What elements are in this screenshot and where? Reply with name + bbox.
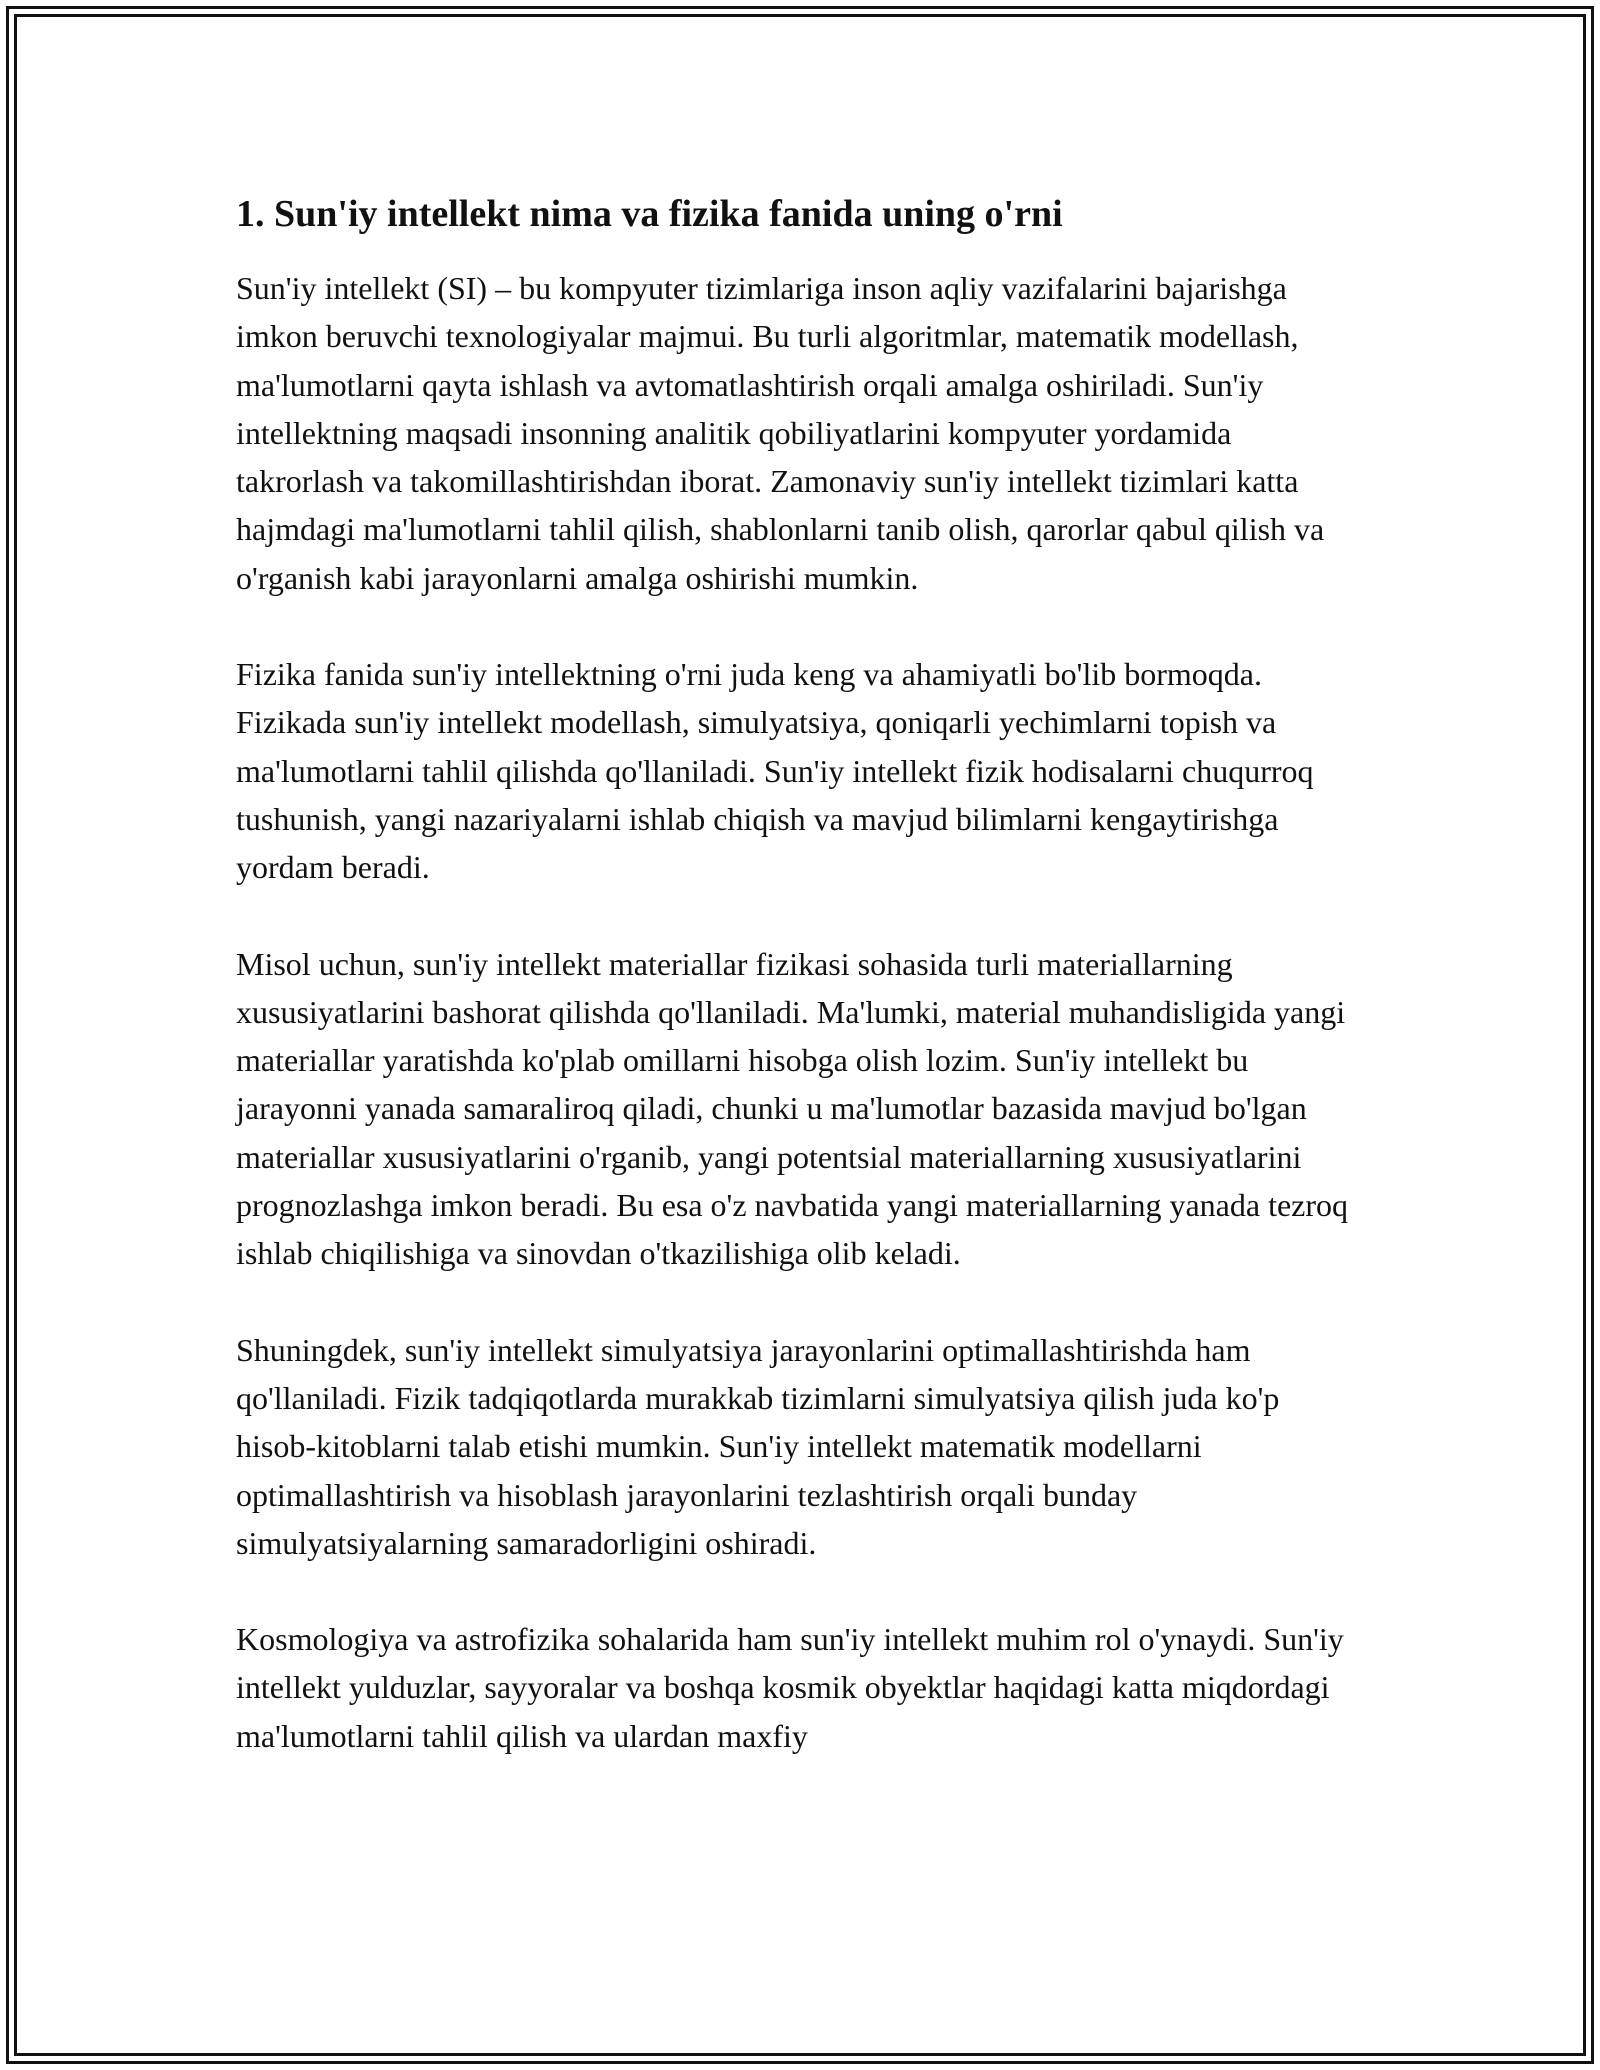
paragraph-5: Kosmologiya va astrofizika sohalarida ham sun'iy intellekt muhim rol o'ynaydi. Sun'iy intellekt yulduzlar, sayyoralar va boshqa kosmik obyektlar haqidagi katta miqdordagi ma'lumotlarni tahlil qilish va ulardan maxfiy xyxy=(236,1621,1344,1754)
section-heading: 1. Sun'iy intellekt nima va fizika fanida uning o'rni xyxy=(236,193,1063,235)
paragraph-3: Misol uchun, sun'iy intellekt materiallar fizikasi sohasida turli materiallarning xususiyatlarini bashorat qilishda qo'llaniladi. Ma'lumki, material muhandisligida yangi materiallar yaratishda ko'plab omillarni hisobga olish lozim. Sun'iy intellekt bu jarayonni yanada samaraliroq qiladi, chunki u ma'lumotlar bazasida mavjud bo'lgan materiallar xususiyatlarini o'rganib, yangi potentsial materiallarning xususiyatlarini prognozlashga imkon beradi. Bu esa o'z navbatida yangi materiallarning yanada tezroq ishlab chiqilishiga va sinovdan o'tkazilishiga olib keladi. xyxy=(236,945,1349,1272)
document-page xyxy=(236,190,1366,1760)
paragraph-2: Fizika fanida sun'iy intellektning o'rni juda keng va ahamiyatli bo'lib bormoqda. Fizikada sun'iy intellekt modellash, simulyatsiya, qoniqarli yechimlarni topish va ma'lumotlarni tahlil qilishda qo'llaniladi. Sun'iy intellekt fizik hodisalarni chuqurroq tushunish, yangi nazariyalarni ishlab chiqish va mavjud bilimlarni kengaytirishga yordam beradi. xyxy=(236,656,1314,886)
paragraph-4: Shuningdek, sun'iy intellekt simulyatsiya jarayonlarini optimallashtirishda ham qo'llaniladi. Fizik tadqiqotlarda murakkab tizimlarni simulyatsiya qilish juda ko'p hisob-kitoblarni talab etishi mumkin. Sun'iy intellekt matematik modellarni optimallashtirish va hisoblash jarayonlarini tezlashtirish orqali bunday simulyatsiyalarning samaradorligini oshiradi. xyxy=(236,1331,1280,1561)
paragraph-1: Sun'iy intellekt (SI) – bu kompyuter tizimlariga inson aqliy vazifalarini bajarishga imkon beruvchi texnologiyalar majmui. Bu turli algoritmlar, matematik modellash, ma'lumotlarni qayta ishlash va avtomatlashtirish orqali amalga oshiriladi. Sun'iy intellektning maqsadi insonning analitik qobiliyatlarini kompyuter yordamida takrorlash va takomillashtirishdan iborat. Zamonaviy sun'iy intellekt tizimlari katta hajmdagi ma'lumotlarni tahlil qilish, shablonlarni tanib olish, qarorlar qabul qilish va o'rganish kabi jarayonlarni amalga oshirishi mumkin. xyxy=(236,270,1325,596)
